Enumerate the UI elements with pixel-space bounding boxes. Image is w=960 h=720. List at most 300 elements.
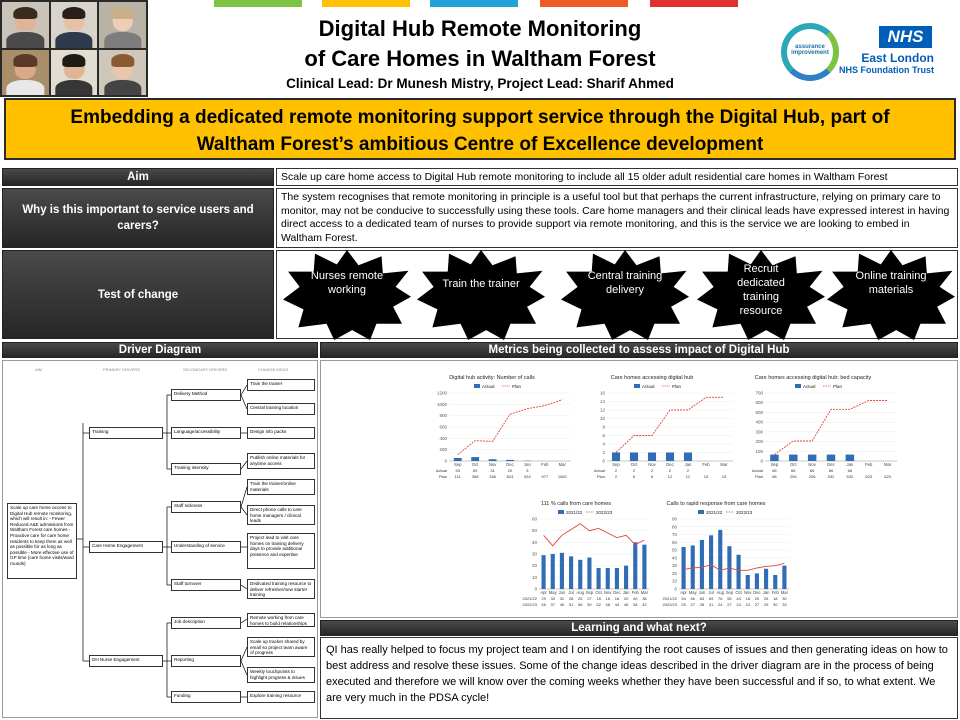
change-idea: Direct phone calls to care home managers / clinical leads	[247, 505, 315, 525]
change-idea: Remote working from care homes to build relationships	[247, 613, 315, 627]
change-idea: Train the trainer	[247, 379, 315, 391]
y-tick-label: 50	[671, 547, 677, 553]
x-tick-label: Jan	[684, 462, 692, 467]
bar	[827, 455, 835, 461]
y-tick-label: 0	[534, 586, 537, 592]
table-cell: 76	[718, 596, 723, 601]
y-tick-label: 1200	[436, 390, 447, 396]
bar	[684, 453, 692, 462]
legend-label: 2021/22	[566, 510, 583, 515]
bar	[709, 535, 713, 589]
title-line-1: Digital Hub Remote Monitoring	[318, 16, 642, 41]
bar	[789, 455, 797, 461]
table-cell: 28	[568, 596, 574, 601]
table-cell: 15	[721, 474, 727, 479]
x-tick-label: May	[548, 590, 557, 595]
y-tick-label: 80	[671, 524, 677, 530]
legend-label: 2021/22	[706, 510, 723, 515]
table-cell: 2	[614, 468, 618, 473]
secondary-driver: Staff turnover	[171, 579, 241, 591]
table-cell: 53	[455, 468, 460, 473]
table-row-label: 2022/23	[662, 602, 677, 607]
secondary-driver: Understanding of service	[171, 541, 241, 553]
project-leads: Clinical Lead: Dr Munesh Mistry, Project Lead: Sharif Ahmed	[286, 76, 674, 91]
x-tick-label: Dec	[827, 462, 835, 467]
bar	[606, 568, 610, 589]
bar	[551, 554, 555, 589]
chart-title: 111 % calls from care homes	[540, 501, 612, 507]
table-cell: 532	[846, 474, 854, 479]
table-cell: 66	[772, 468, 777, 473]
y-tick-label: 0	[760, 458, 763, 464]
table-cell: 42	[642, 602, 647, 607]
table-cell: 27	[587, 596, 592, 601]
table-cell: 358	[471, 474, 479, 479]
table-cell: 55	[727, 596, 732, 601]
top-strip-blue	[430, 0, 518, 7]
x-tick-label: Jun	[558, 590, 566, 595]
chart-title: Care homes accessing digital hub: bed capacity	[754, 375, 872, 381]
bar	[691, 545, 695, 589]
driver-header-secondary: SECONDARY DRIVERS	[183, 367, 228, 372]
y-tick-label: 4	[602, 441, 605, 447]
learning-label: Learning and what next?	[320, 620, 958, 636]
series-line	[458, 400, 563, 455]
table-cell: 18	[596, 596, 601, 601]
driver-diagram-label: Driver Diagram	[2, 342, 318, 358]
y-tick-label: 10	[671, 578, 677, 584]
table-cell: 31	[559, 596, 565, 601]
bar	[648, 453, 656, 462]
x-tick-label: Dec	[753, 590, 761, 595]
x-tick-label: Dec	[506, 462, 514, 467]
y-tick-label: 0	[674, 586, 677, 592]
y-tick-label: 600	[755, 400, 763, 406]
secondary-driver: Language/accessibility	[171, 427, 241, 439]
table-cell: 48	[605, 602, 610, 607]
table-cell: 66	[847, 468, 853, 473]
table-cell: 38	[633, 602, 638, 607]
bar	[755, 573, 759, 589]
bar	[770, 455, 778, 461]
y-tick-label: 70	[671, 532, 677, 538]
x-tick-label: Apr	[680, 590, 687, 595]
y-tick-label: 800	[439, 413, 447, 419]
test-of-change-panel	[276, 250, 958, 339]
x-tick-label: Mar	[780, 590, 789, 595]
table-cell: 44	[614, 602, 620, 607]
secondary-driver: Reporting	[171, 655, 241, 667]
y-tick-label: 14	[599, 399, 605, 404]
table-cell: 12	[685, 474, 691, 479]
table-cell: 2	[632, 468, 636, 473]
change-idea: Weekly touchpoints to highlight progress & issues	[247, 667, 315, 683]
table-cell: 346	[489, 474, 496, 479]
table-row-label: Plan	[754, 474, 763, 479]
primary-driver: Care Home Engagement	[89, 541, 163, 553]
table-cell: 31	[708, 602, 714, 607]
x-tick-label: Sep	[612, 462, 620, 467]
bar	[612, 453, 620, 462]
x-tick-label: May	[688, 590, 697, 595]
learning-text: QI has really helped to focus my project team and I on identifying the root causes of issues and then generating ideas on how to best address and resolve these issues. Some of the change ideas described in the driver diagram are in the process of being executed and therefore we will know over the coming weeks whether they have been successful and if so, to what extent. We are very much in the PDSA cycle!	[320, 637, 958, 719]
star-label: Train the trainer	[442, 278, 520, 290]
table-cell: 51	[568, 602, 574, 607]
change-idea: Train the trainer/online materials	[247, 479, 315, 495]
table-cell: 44	[736, 596, 741, 601]
bar	[542, 555, 546, 589]
top-strip-red	[650, 0, 738, 7]
table-cell: 30	[782, 596, 787, 601]
metrics-label: Metrics being collected to assess impact of Digital Hub	[320, 342, 958, 358]
y-tick-label: 60	[531, 516, 537, 522]
x-tick-label: Feb	[865, 462, 873, 467]
participant-tile	[2, 50, 49, 96]
legend-label: Plan	[833, 384, 843, 389]
table-cell: 30	[773, 602, 778, 607]
table-cell: 18	[605, 596, 610, 601]
table-cell: 206	[808, 474, 816, 479]
legend-label: Actual	[482, 384, 495, 389]
banner-line-1: Embedding a dedicated remote monitoring support service through the Digital Hub, part of	[70, 107, 890, 128]
x-tick-label: Oct	[735, 590, 742, 595]
table-cell: 12	[667, 474, 673, 479]
metrics-panel	[320, 360, 958, 618]
poster-title	[230, 14, 730, 74]
x-tick-label: Nov	[808, 462, 816, 467]
table-cell: 31	[490, 468, 495, 473]
table-cell: 26	[763, 596, 769, 601]
y-tick-label: 2	[602, 450, 605, 455]
top-strip-green	[214, 0, 302, 7]
table-cell: 18	[773, 596, 778, 601]
title-line-2: of Care Homes in Waltham Forest	[304, 46, 656, 71]
table-cell: 623	[884, 474, 891, 479]
y-tick-label: 300	[755, 429, 763, 435]
y-tick-label: 1000	[436, 401, 447, 407]
driver-header-aim: AIM	[35, 367, 43, 372]
table-row-label: Plan	[596, 474, 605, 479]
table-cell: 28	[699, 602, 705, 607]
y-tick-label: 8	[602, 424, 605, 430]
bar	[489, 459, 497, 461]
driver-aim-box: Scale up care home access to Digital Hub remote monitoring, which will result in: - Fewer Reduced A&E admissions from Waltham Forest care homes - Proactive care for care home residents to keep them as well as possible for as long as possible - More effective use of GP time (care home visits/ward rounds)	[7, 503, 77, 579]
legend-swatch	[634, 384, 640, 388]
bar	[587, 558, 591, 590]
y-tick-label: 90	[671, 516, 677, 522]
table-cell: 24	[736, 602, 741, 607]
y-tick-label: 100	[755, 448, 763, 454]
table-cell: 52	[596, 602, 601, 607]
x-tick-label: Feb	[771, 590, 779, 595]
chart-title: Care homes accessing digital hub	[610, 375, 694, 381]
y-tick-label: 10	[531, 574, 537, 580]
table-row-label: Plan	[438, 474, 447, 479]
chart-title: Calls to rapid response from care homes	[666, 501, 766, 507]
nhs-logo: NHS	[879, 26, 932, 48]
table-cell: 6	[650, 474, 654, 479]
x-tick-label: Dec	[666, 462, 674, 467]
y-tick-label: 20	[531, 563, 537, 569]
table-cell: 24	[745, 602, 750, 607]
bar	[700, 540, 704, 589]
assurance-logo-text: assurance improvement	[791, 44, 829, 56]
bar	[682, 547, 686, 589]
table-cell: 29	[541, 596, 546, 601]
x-tick-label: Oct	[595, 590, 602, 595]
x-tick-label: Sep	[770, 462, 779, 467]
bar	[471, 457, 479, 461]
table-cell: 40	[633, 596, 638, 601]
table-cell: 18	[614, 596, 620, 601]
legend-swatch	[698, 510, 704, 514]
x-tick-label: Nov	[744, 590, 752, 595]
trust-name: East London	[861, 51, 934, 65]
bar	[630, 453, 638, 462]
table-cell: 20	[754, 596, 760, 601]
table-cell: 2	[668, 468, 672, 473]
primary-driver: DH Nurse Engagement	[89, 655, 163, 667]
x-tick-label: Sep	[453, 462, 462, 467]
table-cell: 37	[550, 602, 555, 607]
x-tick-label: Mar	[640, 590, 649, 595]
table-cell: 56	[578, 602, 583, 607]
table-cell: 25	[578, 596, 583, 601]
x-tick-label: Jun	[698, 590, 706, 595]
table-cell: 27	[690, 602, 695, 607]
table-cell: 63	[699, 596, 705, 601]
table-cell: 50	[587, 602, 592, 607]
bar	[615, 568, 619, 589]
secondary-driver: Delivery Method	[171, 389, 241, 401]
star-label: Nurses remote working	[310, 270, 384, 296]
secondary-driver: Staff sickness	[171, 501, 241, 513]
change-idea: Explore training resource	[247, 691, 315, 703]
table-cell: 5	[526, 468, 529, 473]
table-cell: 2	[614, 474, 618, 479]
bar	[578, 560, 582, 589]
table-cell: 27	[754, 602, 760, 607]
bar	[746, 575, 750, 589]
video-call-photo	[0, 0, 148, 97]
participant-tile	[99, 50, 146, 96]
table-cell: 38	[642, 596, 647, 601]
y-tick-label: 500	[755, 409, 763, 415]
legend-label: Plan	[672, 384, 682, 389]
table-row-label: Actual	[751, 468, 763, 473]
star-label: Recruit dedicated training resource	[737, 263, 785, 317]
table-cell: 29	[763, 602, 769, 607]
series-line	[684, 563, 785, 570]
table-cell: 30	[550, 596, 555, 601]
y-tick-label: 50	[531, 528, 537, 534]
bar	[633, 542, 637, 589]
secondary-driver: Training intensity	[171, 463, 241, 475]
table-cell: 924	[524, 474, 531, 479]
secondary-driver: Job description	[171, 617, 241, 629]
x-tick-label: Dec	[613, 590, 621, 595]
y-tick-label: 6	[602, 433, 605, 438]
metrics-charts	[321, 361, 957, 617]
bar	[782, 566, 786, 589]
y-tick-label: 60	[671, 539, 677, 545]
banner-line-2: Waltham Forest’s ambitious Centre of Excellence development	[196, 134, 764, 155]
aim-text: Scale up care home access to Digital Hub remote monitoring to include all 15 older adult residential care homes in Waltham Forest	[276, 168, 958, 186]
bar	[773, 575, 777, 589]
table-cell: 824	[506, 474, 514, 479]
participant-tile	[2, 2, 49, 48]
top-strip-yellow	[322, 0, 410, 7]
bar	[666, 453, 674, 462]
table-cell: 2	[686, 468, 690, 473]
participant-tile	[99, 2, 146, 48]
driver-diagram	[2, 360, 318, 718]
x-tick-label: Sep	[585, 590, 594, 595]
y-tick-label: 700	[755, 390, 763, 396]
table-cell: 111	[454, 474, 461, 479]
x-tick-label: Nov	[604, 590, 612, 595]
table-row-label: 2021/22	[522, 596, 537, 601]
table-cell: 18	[745, 596, 750, 601]
table-cell: 69	[708, 596, 714, 601]
trust-subtitle: NHS Foundation Trust	[839, 65, 934, 75]
driver-header-ideas: CHANGE IDEAS	[258, 367, 289, 372]
y-tick-label: 16	[599, 390, 605, 396]
table-cell: 46	[541, 602, 546, 607]
table-cell: 532	[827, 474, 835, 479]
bar	[718, 530, 722, 589]
participant-tile	[51, 50, 98, 96]
bar	[808, 455, 816, 461]
star-shape	[417, 250, 545, 340]
bar	[642, 545, 646, 589]
table-cell: 66	[791, 468, 796, 473]
table-row-label: Actual	[593, 468, 605, 473]
y-tick-label: 12	[599, 407, 605, 413]
why-label: Why is this important to service users and carers?	[2, 188, 274, 248]
y-tick-label: 30	[531, 551, 537, 557]
x-tick-label: Oct	[471, 462, 479, 467]
x-tick-label: Nov	[488, 462, 497, 467]
x-tick-label: Apr	[540, 590, 547, 595]
x-tick-label: Jan	[622, 590, 630, 595]
table-row-label: 2022/23	[522, 602, 537, 607]
y-tick-label: 0	[444, 458, 447, 464]
legend-label: Actual	[642, 384, 655, 389]
x-tick-label: Aug	[716, 590, 724, 595]
bar	[560, 553, 564, 589]
table-cell: 24	[718, 602, 723, 607]
why-text: The system recognises that remote monitoring in principle is a useful tool but that perhaps the current infrastructure, relying on primary care to monitor, may not be conducive to successfully using these tools. Care home managers and their clinical leads have expressed interest in having direct access to a dedicated team of nurses to provide support via remote monitoring, and this is the service we are looking to embed in Waltham Forest.	[276, 188, 958, 248]
bar	[624, 566, 628, 589]
change-idea: Publish online materials for anytime access	[247, 453, 315, 469]
secondary-driver: Funding	[171, 691, 241, 703]
table-cell: 46	[623, 602, 629, 607]
x-tick-label: Sep	[725, 590, 734, 595]
y-tick-label: 400	[439, 435, 447, 441]
y-tick-label: 20	[671, 570, 677, 576]
x-tick-label: Aug	[576, 590, 584, 595]
table-cell: 20	[507, 468, 513, 473]
table-cell: 56	[690, 596, 695, 601]
table-cell: 33	[782, 602, 787, 607]
table-cell: 25	[681, 602, 686, 607]
test-of-change-label: Test of change	[2, 250, 274, 339]
x-tick-label: Jul	[568, 590, 574, 595]
star-label: Online training materials	[855, 270, 927, 296]
table-cell: 66	[809, 468, 815, 473]
change-idea: Project lead to visit care homes on training delivery days to provide additional presence and expertise	[247, 533, 315, 569]
legend-swatch	[474, 384, 480, 388]
y-tick-label: 40	[531, 539, 537, 545]
y-tick-label: 200	[439, 447, 447, 453]
y-tick-label: 30	[671, 563, 677, 569]
table-cell: 20	[623, 596, 629, 601]
x-tick-label: Feb	[702, 462, 710, 467]
x-tick-label: Feb	[631, 590, 639, 595]
table-cell: 6	[632, 474, 636, 479]
x-tick-label: Oct	[790, 462, 797, 467]
bar	[846, 455, 854, 461]
table-cell: 15	[703, 474, 709, 479]
star-label: Central training delivery	[587, 270, 663, 296]
table-cell: 206	[789, 474, 797, 479]
bar	[764, 569, 768, 589]
x-tick-label: Mar	[558, 462, 566, 467]
change-idea: Scale up tracker shared by email so project team aware of progress	[247, 637, 315, 657]
series-line	[774, 401, 887, 455]
y-tick-label: 600	[439, 424, 447, 430]
series-line	[616, 397, 724, 452]
x-tick-label: Jan	[762, 590, 770, 595]
x-tick-label: Oct	[630, 462, 638, 467]
legend-label: 2022/23	[736, 510, 753, 515]
x-tick-label: Mar	[720, 462, 728, 467]
table-cell: 69	[472, 468, 478, 473]
y-tick-label: 200	[755, 439, 763, 445]
legend-swatch	[795, 384, 801, 388]
legend-label: Actual	[803, 384, 816, 389]
legend-label: Plan	[512, 384, 522, 389]
x-tick-label: Jan	[524, 462, 531, 467]
x-tick-label: Jan	[846, 462, 854, 467]
headline-banner	[4, 98, 956, 160]
x-tick-label: Nov	[648, 462, 656, 467]
table-cell: 623	[865, 474, 873, 479]
change-idea: Design info packs	[247, 427, 315, 439]
change-idea: Central training location	[247, 403, 315, 415]
bar	[597, 568, 601, 589]
chart-title: Digital hub activity: Number of calls	[449, 375, 535, 381]
x-tick-label: Mar	[883, 462, 892, 467]
table-cell: 46	[559, 602, 565, 607]
legend-label: 2022/23	[596, 510, 613, 515]
table-cell: 66	[828, 468, 834, 473]
table-cell: 2	[650, 468, 654, 473]
driver-header-primary: PRIMARY DRIVERS	[103, 367, 140, 372]
table-row-label: Actual	[435, 468, 447, 473]
aim-label: Aim	[2, 168, 274, 186]
x-tick-label: Jul	[708, 590, 714, 595]
bar	[506, 460, 514, 461]
y-tick-label: 10	[599, 416, 605, 421]
bar	[737, 555, 741, 589]
table-cell: 27	[727, 602, 732, 607]
table-cell: 66	[772, 474, 777, 479]
primary-driver: Training	[89, 427, 163, 439]
y-tick-label: 400	[755, 419, 763, 425]
table-cell: 977	[541, 474, 549, 479]
